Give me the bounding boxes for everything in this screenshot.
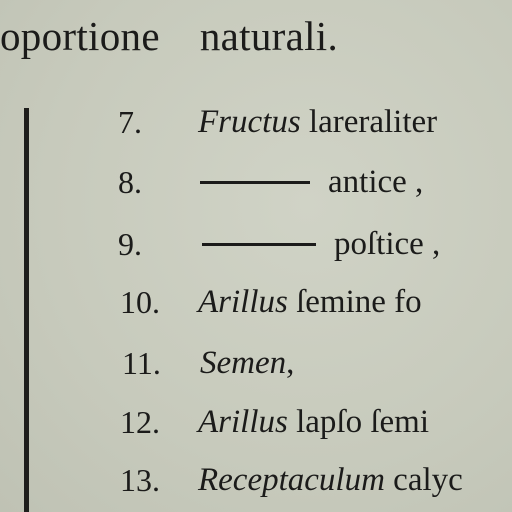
- entry-number: 12.: [120, 404, 160, 440]
- entry-term: Receptaculum: [198, 462, 385, 498]
- entry-number: 13.: [120, 462, 160, 498]
- entry-rest: calyc: [393, 462, 463, 498]
- entry-rest: lapſo ſemi: [296, 404, 429, 440]
- entry-rest: antice ,: [328, 164, 424, 200]
- entry-number: 7.: [118, 104, 142, 140]
- page-heading: [0, 12, 338, 60]
- entry-text: [200, 164, 423, 201]
- entry-text: [198, 284, 422, 321]
- heading-word-2: naturali.: [199, 13, 339, 59]
- entry-text: [198, 462, 463, 499]
- entry-term: Semen: [200, 345, 287, 381]
- entry-text: [198, 404, 429, 441]
- entry-rest: lareraliter: [308, 104, 438, 140]
- entry-number: 11.: [122, 345, 161, 381]
- vertical-rule: [24, 108, 29, 512]
- entry-term: Fructus: [198, 104, 301, 140]
- entry-text: [200, 345, 294, 382]
- entry-rest: ſemine fo: [296, 284, 422, 320]
- ditto-dash: [200, 181, 310, 184]
- ditto-dash: [202, 243, 316, 246]
- entry-number: 8.: [118, 164, 142, 200]
- entry-text: [198, 104, 437, 141]
- entry-number: 10.: [120, 284, 160, 320]
- entry-term: Arillus: [198, 284, 288, 320]
- entry-number: 9.: [118, 226, 142, 262]
- entry-rest: ,: [286, 345, 295, 381]
- entry-text: [202, 226, 440, 263]
- entry-term: Arillus: [198, 404, 288, 440]
- heading-word-1: oportione: [0, 13, 160, 59]
- entry-rest: poſtice ,: [334, 226, 441, 262]
